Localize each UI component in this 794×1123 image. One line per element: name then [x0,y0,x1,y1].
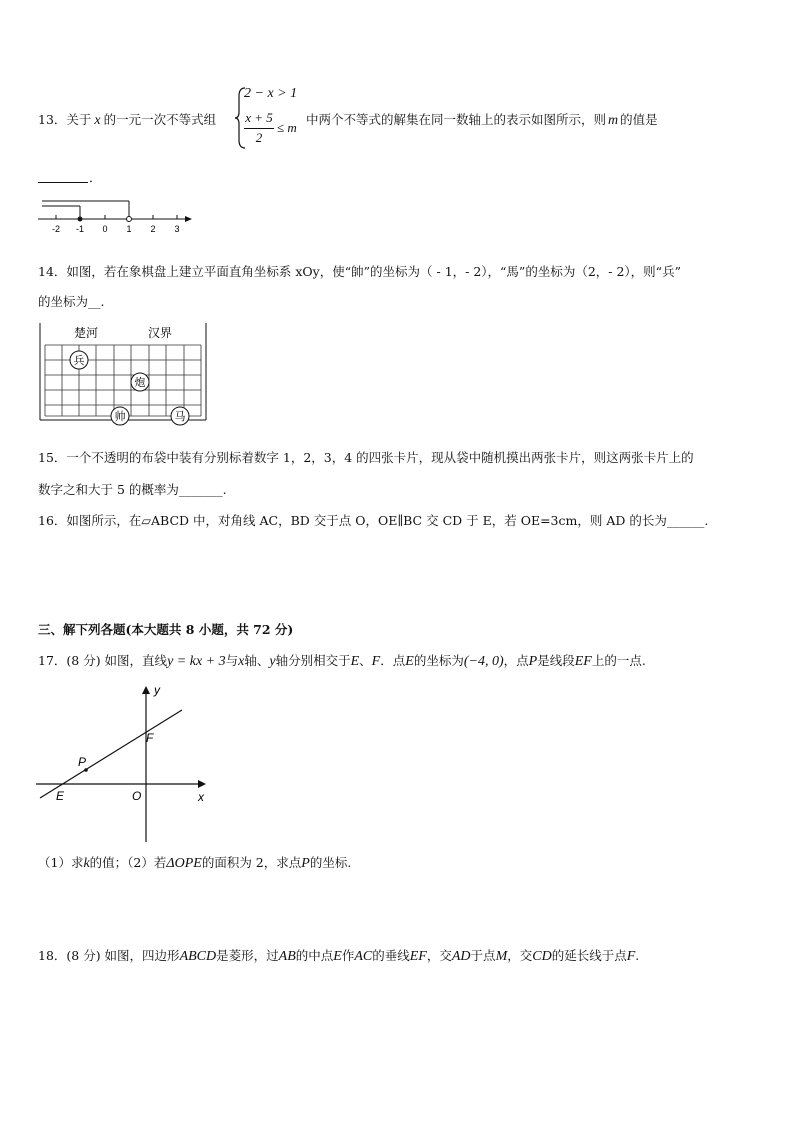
q13-tick-label: 0 [102,224,108,234]
q13-frac-den: 2 [255,130,263,145]
q18-prefix: 18．(8 分) 如图，四边形 [38,948,180,963]
q17-P2: P [301,856,310,871]
q17-k: k [83,856,90,871]
q17-fig-F: F [146,731,154,745]
q13-mid: 的一元一次不等式组 [103,112,217,127]
q17-subquestions [38,853,351,872]
q18-t2: 的中点 [295,948,334,963]
q17-coord: (−4, 0) [463,654,504,669]
q18-t3: 作 [341,948,355,963]
q13-prefix: 13．关于 [38,112,92,127]
q18-end: . [635,948,640,963]
q13-frac-bar [244,128,274,129]
q18-E: E [333,949,342,964]
q17-fig-E: E [56,789,65,803]
q14-label-hanjie: 汉界 [148,326,173,340]
q17-x: x [238,654,245,669]
q18-M: M [495,949,508,964]
q17-eq: y = kx + 3 [167,654,226,669]
q18-EF: EF [409,949,427,964]
q17-E2: E [405,654,414,669]
q16-line: 16．如图所示，在▱ABCD 中，对角线 AC，BD 交于点 O，OE∥BC 交 CD 于 E，若 OE=3cm，则 AD 的长为______. [38,513,709,528]
q13-tick-label: 3 [174,224,180,234]
q14-piece-pao: 炮 [134,377,146,389]
q17-prefix: 17．(8 分) 如图，直线 [38,653,168,668]
q13-var-m: m [608,113,619,128]
q17-fig-O: O [132,789,142,803]
q17-y: y [269,654,276,669]
q18-t8: 的延长线于点 [551,948,627,963]
q18-AD: AD [451,949,471,964]
section3-title: 三、解下列各题(本大题共 8 小题，共 72 分) [38,622,294,637]
q13-answer-blank [38,174,88,183]
q13-suffix: 中两个不等式的解集在同一数轴上的表示如图所示，则 [306,112,607,127]
q17-EF: EF [574,654,592,669]
q14-line2: 的坐标为__. [38,294,105,309]
q14-piece-shuai: 帅 [114,411,126,423]
q17-t1: 与 [225,653,239,668]
q17-tri: ΔOPE [166,856,202,871]
q18-ABCD: ABCD [179,949,217,964]
q17-t3: 轴分别相交于 [275,653,351,668]
q13-suffix-line [306,110,658,129]
q13-tick-label: -1 [75,224,85,234]
q18-t6: 于点 [470,948,496,963]
q13-var-x: x [94,113,101,128]
q14-label-chuhe: 楚河 [74,326,99,340]
q18-AC: AC [354,949,373,964]
q17-t8: 是线段 [537,653,575,668]
q17-fig-x: x [198,790,204,804]
q15-line1: 15．一个不透明的布袋中装有分别标着数字 1，2，3，4 的四张卡片，现从袋中随机摸出两张卡片，则这两张卡片上的 [38,450,694,465]
q17-t4: 、 [359,653,372,668]
q13-tick-label: 1 [126,224,132,234]
q17-E: E [350,654,360,669]
q17-t5: ．点 [380,653,406,668]
q17-t9: 上的一点. [591,653,646,668]
q17-fig-P: P [78,755,87,769]
q17-t2: 轴、 [244,653,270,668]
q13-number-line-figure [36,194,196,234]
q17-sub-a: （1）求 [38,855,84,870]
q18-t5: ，交 [426,948,452,963]
q14-piece-ma: 马 [174,411,186,423]
q18-line [38,946,639,965]
q14-line1: 14．如图，若在象棋盘上建立平面直角坐标系 xOy，使“帥”的坐标为（ - 1，- 2），“馬”的坐标为（2，- 2），则“兵” [38,264,681,279]
q17-sub-b: 的值；（2）若 [89,855,167,870]
q13-tick-label: 2 [150,224,156,234]
q13-line [38,110,216,129]
q18-t1: 是菱形，过 [216,948,279,963]
q18-t7: ，交 [507,948,533,963]
q18-t4: 的垂线 [372,948,410,963]
q18-CD: CD [532,949,552,964]
q18-AB: AB [278,949,296,964]
q13-leq-m: ≤ m [277,120,297,135]
q17-F: F [371,654,381,669]
q17-graph-figure [34,680,214,846]
q17-fig-y: y [154,683,160,697]
q17-sub-d: 的坐标. [309,855,352,870]
q17-t7: ，点 [503,653,529,668]
q17-sub-c: 的面积为 2，求点 [201,855,302,870]
q13-ineq1: 2 − x > 1 [244,86,298,101]
q17-P: P [528,654,538,669]
q15-line2: 数字之和大于 5 的概率为_______. [38,482,227,497]
q13-end: 的值是 [620,112,658,127]
q17-line [38,651,646,670]
q13-blank-dot: ． [89,170,102,185]
q18-F: F [626,949,636,964]
q17-t6: 的坐标为 [413,653,464,668]
q14-piece-bing: 兵 [73,355,85,367]
q13-tick-label: -2 [51,224,61,234]
q14-chessboard-figure [36,320,212,426]
q13-frac-num: x + 5 [245,110,273,125]
